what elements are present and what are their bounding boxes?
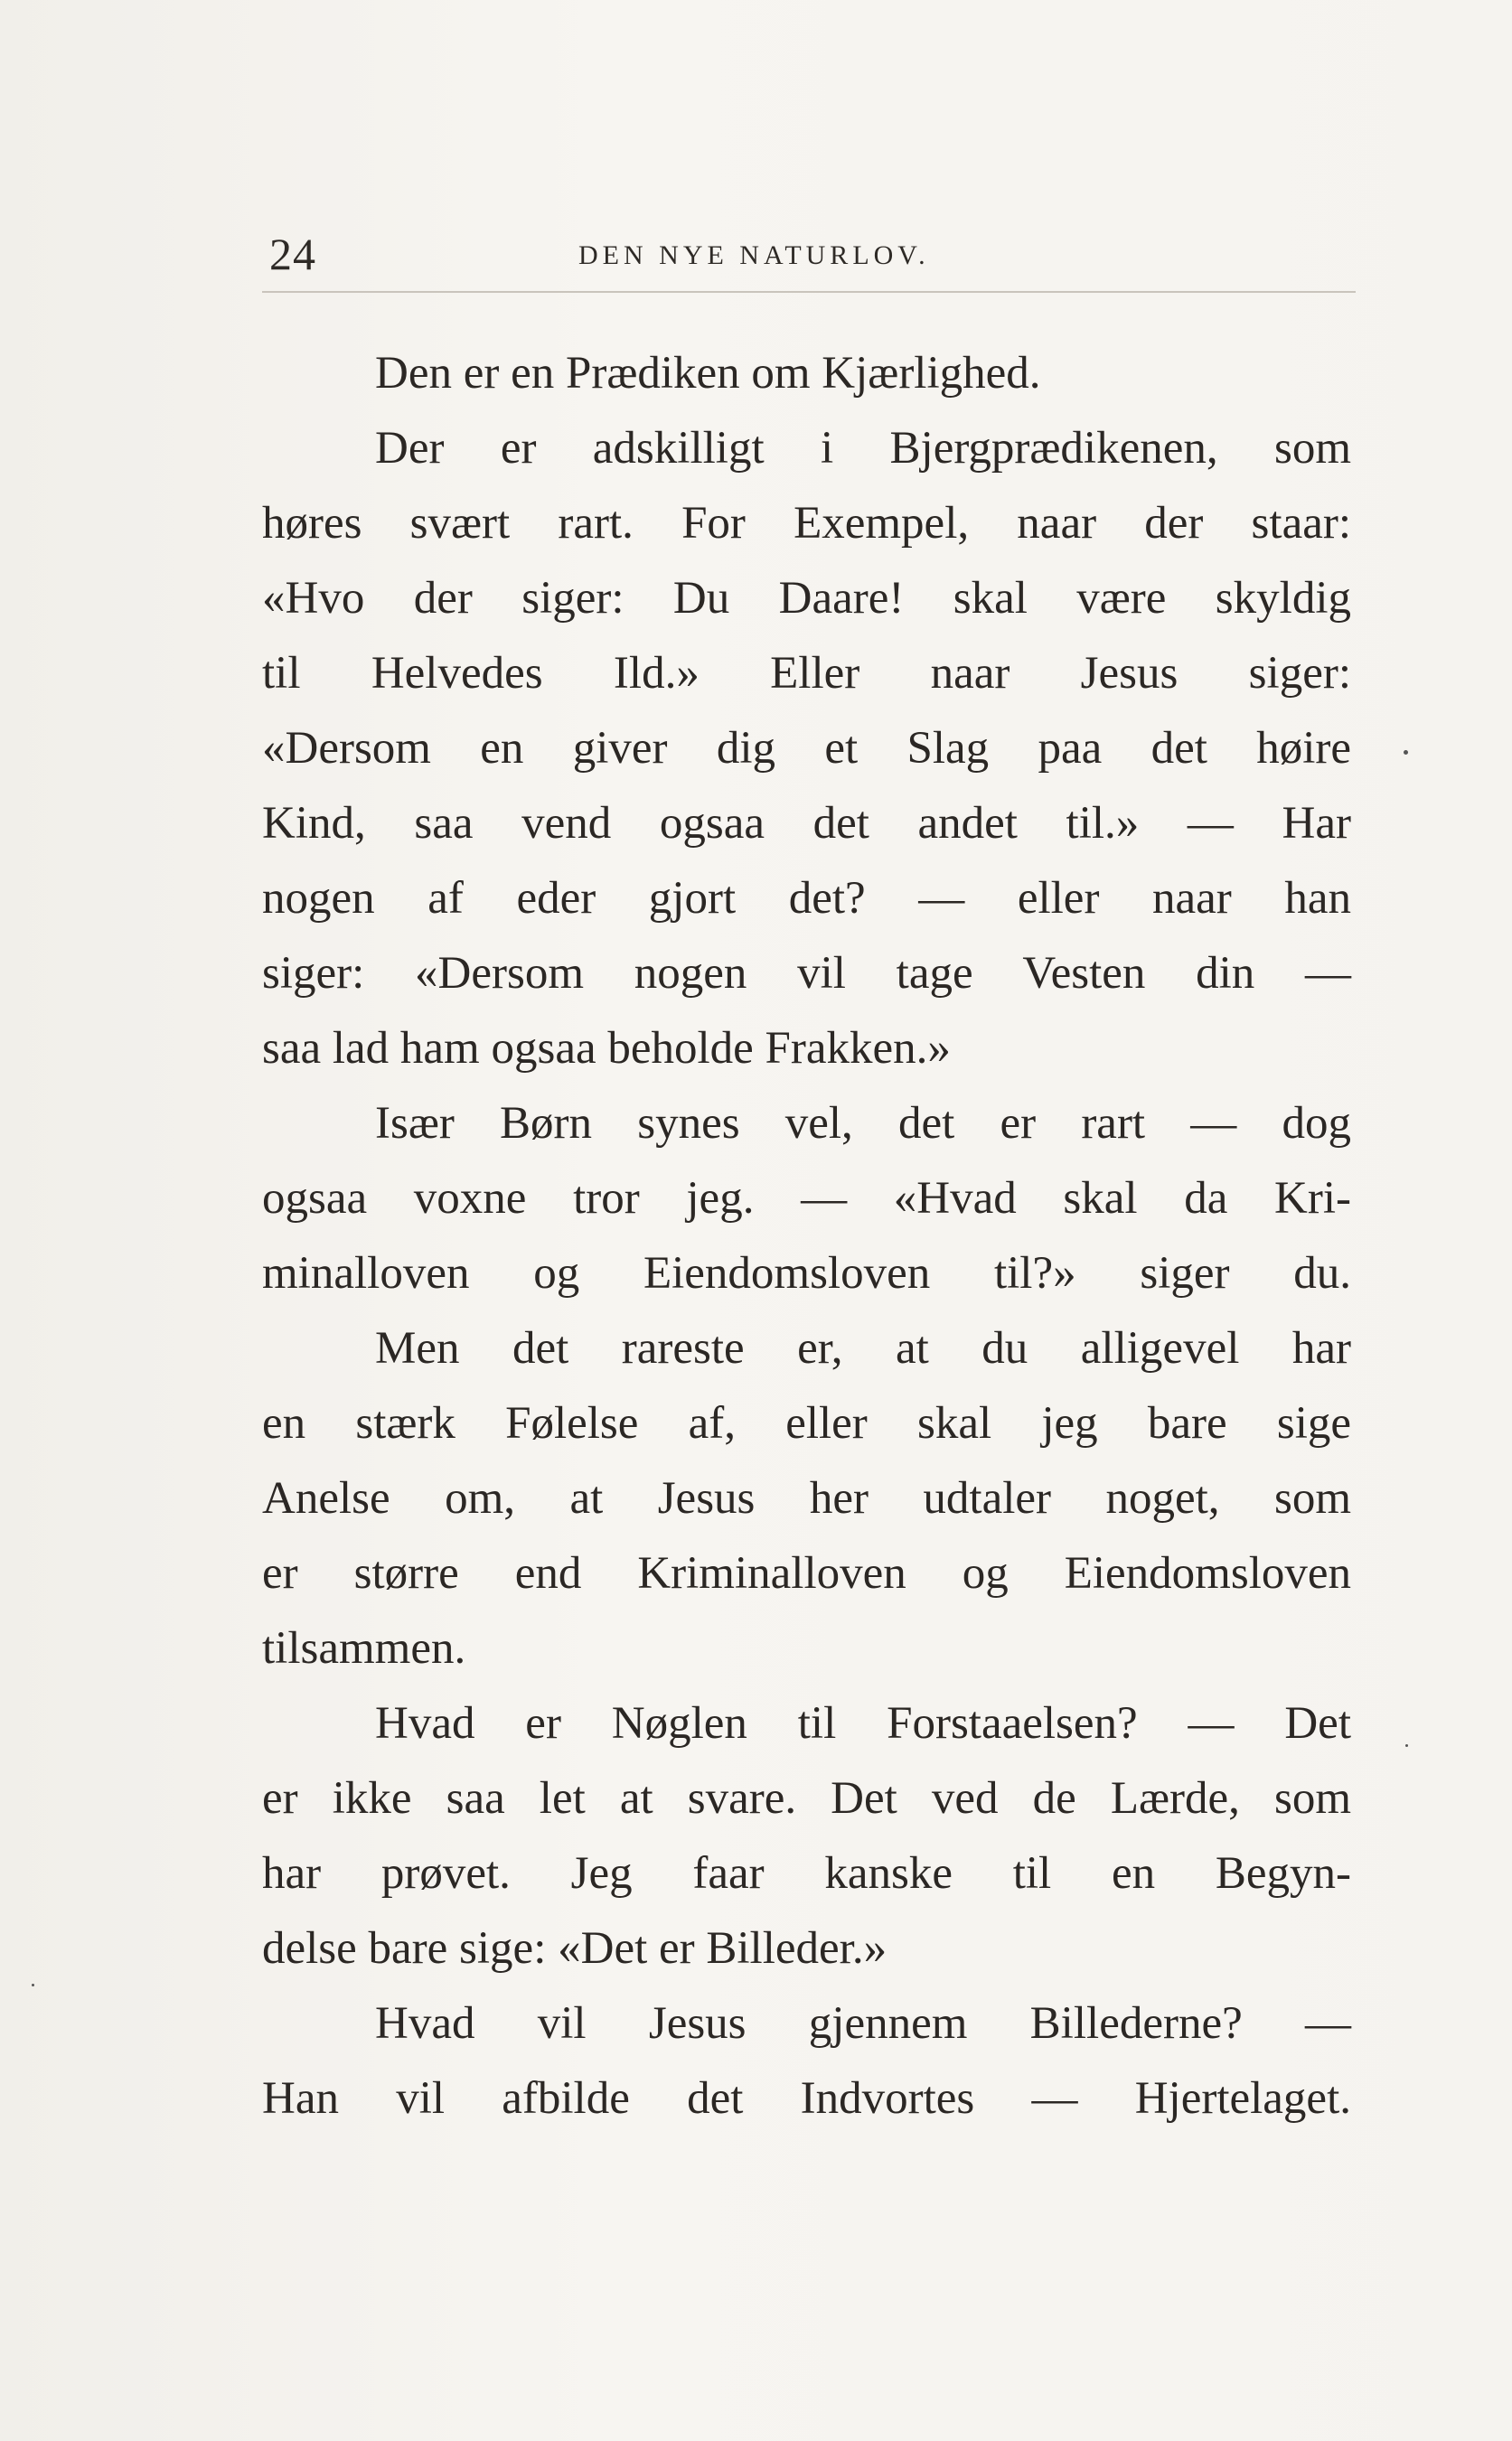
paragraph-5-line-4: delse bare sige: «Det er Billeder.» bbox=[262, 1923, 887, 1974]
paragraph-4-line-3: Anelse om, at Jesus her udtaler noget, som bbox=[262, 1473, 1351, 1524]
running-title: DEN NYE NATURLOV. bbox=[578, 240, 930, 270]
paragraph-4-line-4: er større end Kriminalloven og Eiendomsloven bbox=[262, 1548, 1351, 1599]
paragraph-2-line-7: nogen af eder gjort det? — eller naar han bbox=[262, 873, 1351, 924]
paragraph-4-line-1: Men det rareste er, at du alligevel har bbox=[375, 1323, 1351, 1374]
paragraph-2-line-3: «Hvo der siger: Du Daare! skal være skyldig bbox=[262, 573, 1351, 624]
margin-speck bbox=[1404, 750, 1408, 755]
paragraph-3-line-3: minalloven og Eiendomsloven til?» siger du. bbox=[262, 1248, 1351, 1299]
paragraph-6-line-2: Han vil afbilde det Indvortes — Hjertelaget. bbox=[262, 2073, 1351, 2124]
page-header bbox=[262, 228, 1356, 291]
header-rule bbox=[262, 291, 1356, 293]
paragraph-5-line-3: har prøvet. Jeg faar kanske til en Begyn- bbox=[262, 1848, 1351, 1899]
margin-speck bbox=[32, 1984, 34, 1986]
paragraph-2-line-2: høres svært rart. For Exempel, naar der staar: bbox=[262, 498, 1351, 549]
paragraph-2-line-1: Der er adskilligt i Bjergprædikenen, som bbox=[375, 423, 1351, 474]
paragraph-4-line-5: tilsammen. bbox=[262, 1623, 466, 1674]
margin-speck bbox=[1405, 1744, 1408, 1747]
paragraph-2-line-5: «Dersom en giver dig et Slag paa det høire bbox=[262, 723, 1351, 774]
paragraph-2-line-4: til Helvedes Ild.» Eller naar Jesus siger: bbox=[262, 648, 1351, 699]
paragraph-3-line-2: ogsaa voxne tror jeg. — «Hvad skal da Kri- bbox=[262, 1173, 1351, 1224]
paragraph-1-line-1: Den er en Prædiken om Kjærlighed. bbox=[375, 348, 1041, 399]
paragraph-3-line-1: Især Børn synes vel, det er rart — dog bbox=[375, 1098, 1351, 1149]
body-text bbox=[262, 336, 1351, 2136]
paragraph-2-line-6: Kind, saa vend ogsaa det andet til.» — Har bbox=[262, 798, 1351, 849]
page-number: 24 bbox=[269, 229, 316, 279]
paragraph-2-line-8: siger: «Dersom nogen vil tage Vesten din — bbox=[262, 948, 1351, 999]
paragraph-4-line-2: en stærk Følelse af, eller skal jeg bare sige bbox=[262, 1398, 1351, 1449]
paragraph-2-line-9: saa lad ham ogsaa beholde Frakken.» bbox=[262, 1023, 951, 1074]
paragraph-5-line-2: er ikke saa let at svare. Det ved de Lærde, som bbox=[262, 1773, 1351, 1824]
paragraph-5-line-1: Hvad er Nøglen til Forstaaelsen? — Det bbox=[375, 1698, 1351, 1749]
paragraph-6-line-1: Hvad vil Jesus gjennem Billederne? — bbox=[375, 1998, 1351, 2049]
